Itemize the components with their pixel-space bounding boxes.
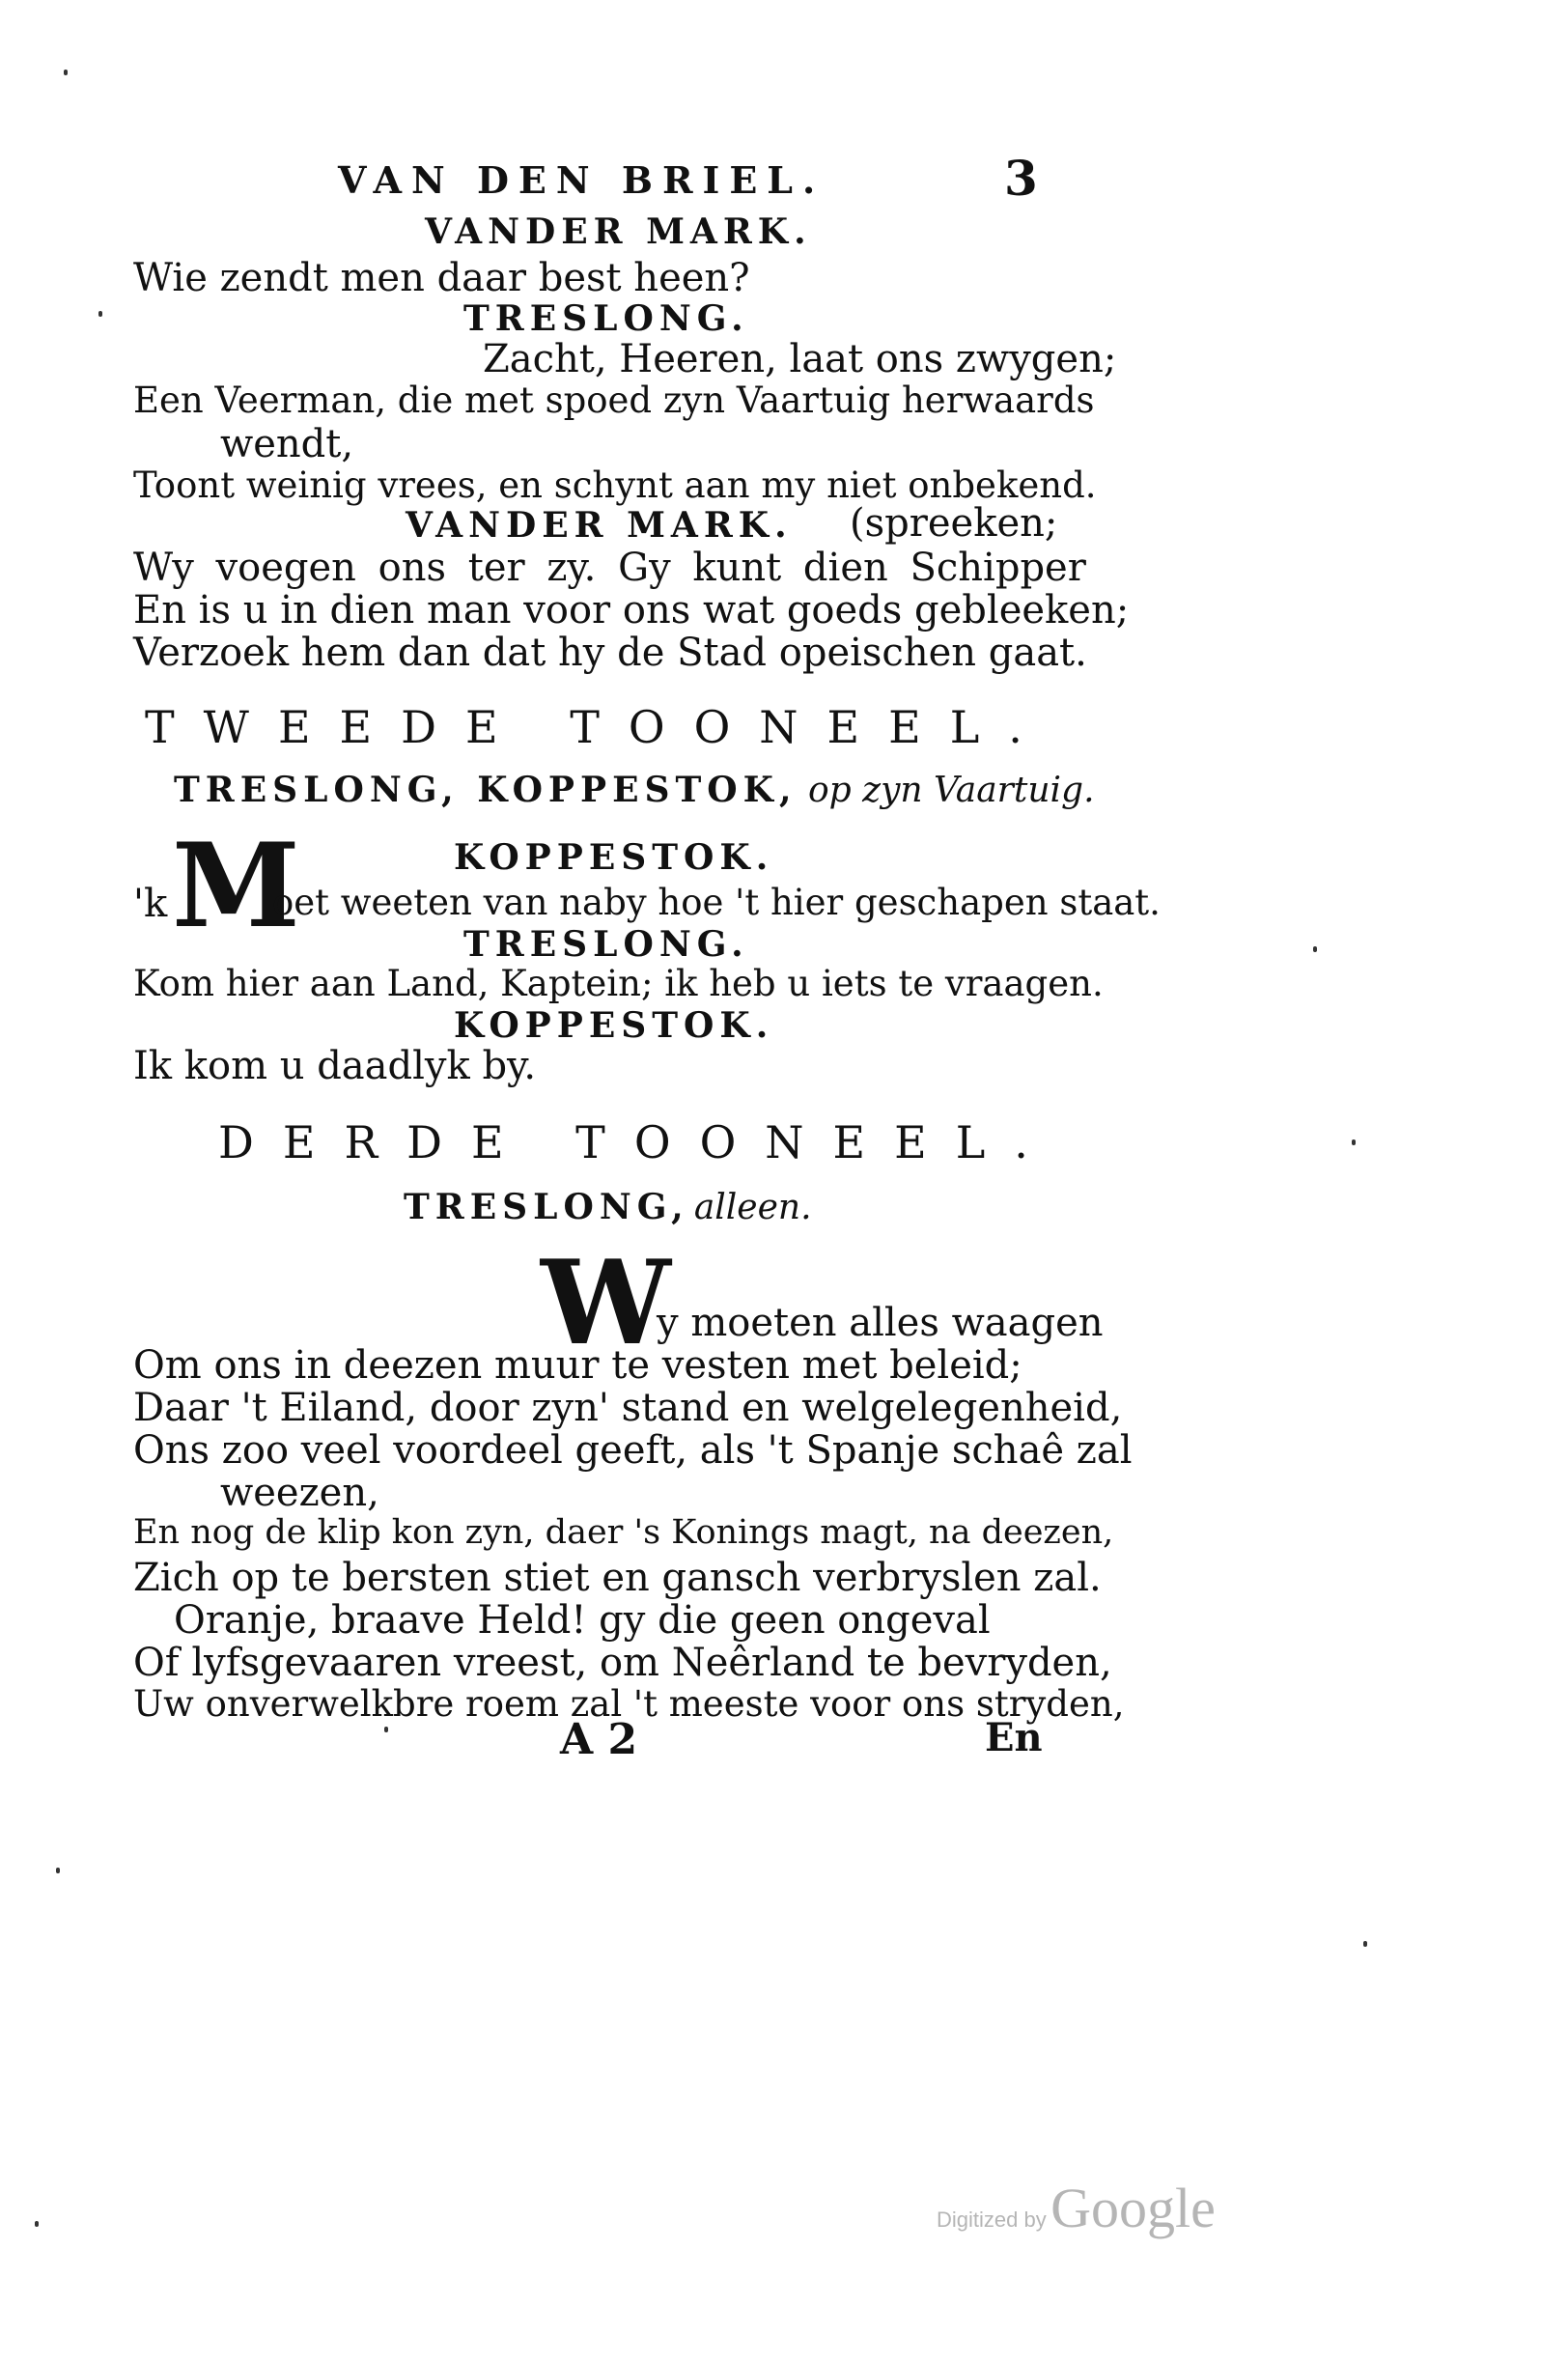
- scene-persons: [174, 770, 1095, 810]
- verse-line: En is u in dien man voor ons wat goeds gebleeken;: [133, 588, 1130, 633]
- speckle: [56, 1868, 60, 1873]
- running-title: VAN DEN BRIEL.: [338, 158, 826, 202]
- stage-aside: (spreeken;: [850, 501, 1058, 546]
- watermark-prefix: Digitized by: [937, 2207, 1047, 2232]
- verse-line: Een Veerman, die met spoed zyn Vaartuig herwaards: [133, 380, 1095, 421]
- speaker-treslong: TRESLONG.: [463, 298, 749, 339]
- page-number: 3: [1004, 150, 1038, 207]
- verse-line: y moeten alles waagen: [657, 1301, 1104, 1345]
- scene-persons: [404, 1187, 812, 1227]
- persons-names: TRESLONG, KOPPESTOK,: [174, 770, 798, 810]
- verse-line: weezen,: [220, 1471, 379, 1515]
- speaker-treslong: TRESLONG.: [463, 924, 749, 965]
- verse-line: Kom hier aan Land, Kaptein; ik heb u iets te vraagen.: [133, 963, 1104, 1004]
- speckle: [98, 311, 102, 317]
- verse-line: Toont weinig vrees, en schynt aan my niet onbekend.: [133, 464, 1097, 506]
- signature-mark: A 2: [560, 1715, 638, 1764]
- verse-line: Oranje, braave Held! gy die geen ongeval: [174, 1598, 991, 1643]
- speaker-vander-mark: VANDER MARK.: [425, 211, 812, 252]
- verse-line: wendt,: [220, 422, 354, 466]
- verse-line: Ik kom u daadlyk by.: [133, 1044, 537, 1088]
- line-prefix: 'k: [133, 882, 168, 926]
- verse-line: En nog de klip kon zyn, daer 's Konings magt, na deezen,: [133, 1513, 1114, 1552]
- digitized-watermark: [937, 2177, 1216, 2239]
- drop-cap: W: [541, 1235, 671, 1371]
- speckle: [64, 70, 68, 75]
- verse-line: Zacht, Heeren, laat ons zwygen;: [483, 337, 1117, 381]
- persons-note: alleen.: [693, 1188, 812, 1227]
- speckle: [1363, 1941, 1367, 1947]
- drop-cap: M: [172, 818, 300, 954]
- verse-line: Wie zendt men daar best heen?: [133, 256, 750, 300]
- speaker-koppestok: KOPPESTOK.: [454, 1005, 774, 1046]
- verse-line: Om ons in deezen muur te vesten met beleid;: [133, 1343, 1022, 1388]
- scene-title: TWEEDE TOONEEL.: [145, 701, 1051, 753]
- verse-line: Of lyfsgevaaren vreest, om Neêrland te bevryden,: [133, 1641, 1112, 1685]
- speaker-vander-mark: VANDER MARK.: [406, 505, 793, 546]
- verse-line: Zich op te bersten stiet en gansch verbryslen zal.: [133, 1556, 1102, 1600]
- verse-line: Ons zoo veel voordeel geeft, als 't Spanje schaê zal: [133, 1428, 1133, 1473]
- speckle: [384, 1727, 388, 1732]
- scene-title: DERDE TOONEEL.: [218, 1116, 1057, 1168]
- verse-line: Daar 't Eiland, door zyn' stand en welgelegenheid,: [133, 1386, 1123, 1430]
- persons-note: op zyn Vaartuig.: [807, 771, 1095, 810]
- google-logo: Google: [1050, 2177, 1216, 2239]
- speckle: [1352, 1139, 1356, 1145]
- persons-names: TRESLONG,: [404, 1187, 689, 1227]
- verse-line: Wy voegen ons ter zy. Gy kunt dien Schipper: [133, 546, 1086, 590]
- speaker-koppestok: KOPPESTOK.: [454, 837, 774, 878]
- speckle: [35, 2221, 39, 2227]
- verse-line: Uw onverwelkbre roem zal 't meeste voor ons stryden,: [133, 1683, 1125, 1725]
- verse-line: oet weeten van naby hoe 't hier geschapen staat.: [272, 882, 1161, 923]
- speckle: [1313, 946, 1317, 952]
- verse-line: Verzoek hem dan dat hy de Stad opeischen gaat.: [133, 631, 1087, 675]
- catchword: En: [985, 1715, 1043, 1760]
